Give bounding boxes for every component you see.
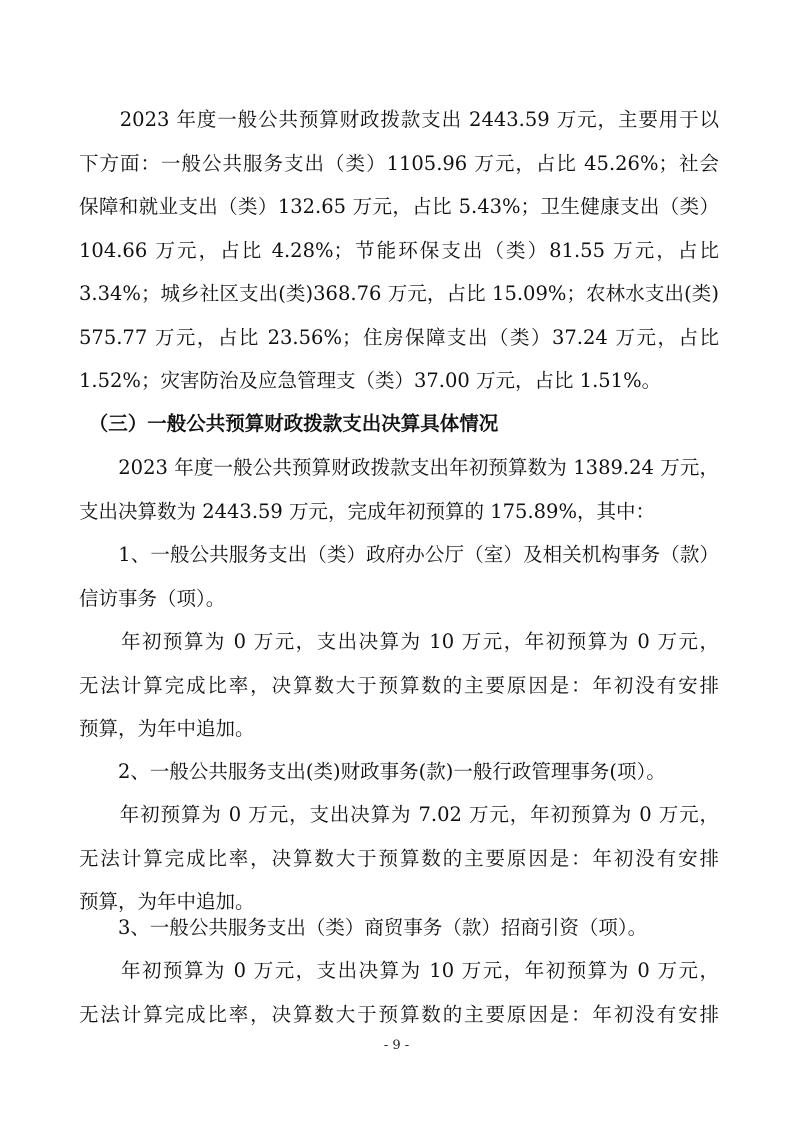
text-line: 信访事务（项）。 [79, 586, 226, 610]
item-1-body [79, 620, 719, 751]
text-line: 无法计算完成比率，决算数大于预算数的主要原因是：年初没有安排 [79, 846, 719, 870]
text-line: 无法计算完成比率，决算数大于预算数的主要原因是：年初没有安排 [79, 673, 719, 697]
text-line: 年初预算为 0 万元，支出决算为 10 万元，年初预算为 0 万元， [79, 959, 719, 982]
text-line: 年初预算为 0 万元，支出决算为 7.02 万元，年初预算为 0 万元， [79, 803, 719, 826]
text-line: 2023 年度一般公共预算财政拨款支出年初预算数为 1389.24 万元， [79, 456, 719, 479]
item-1-title [79, 533, 719, 620]
text-line: 2、一般公共服务支出(类)财政事务(款)一般行政管理事务(项）。 [79, 760, 666, 783]
text-line: 无法计算完成比率，决算数大于预算数的主要原因是：年初没有安排 [79, 1002, 719, 1026]
text-line: 下方面：一般公共服务支出（类）1105.96 万元，占比 45.26%；社会 [79, 151, 719, 175]
paragraph-budget-overview [79, 446, 719, 533]
text-line: 3.34%；城乡社区支出(类)368.76 万元，占比 15.09%；农林水支出(类) [79, 282, 719, 305]
text-line: 575.77 万元，占比 23.56%；住房保障支出（类）37.24 万元，占比 [79, 325, 719, 349]
text-line: 年初预算为 0 万元，支出决算为 10 万元，年初预算为 0 万元， [79, 630, 719, 653]
paragraph-expenditure-summary [79, 98, 719, 403]
text-line: 1、一般公共服务支出（类）政府办公厅（室）及相关机构事务（款） [79, 543, 719, 566]
text-line: 保障和就业支出（类）132.65 万元，占比 5.43%；卫生健康支出（类） [79, 195, 719, 218]
item-2-title [79, 750, 719, 794]
text-line: 1.52%；灾害防治及应急管理支（类）37.00 万元，占比 1.51%。 [79, 369, 662, 392]
text-line: 预算，为年中追加。 [79, 717, 255, 740]
item-3-body [79, 949, 719, 1036]
text-line: 预算，为年中追加。 [79, 890, 255, 913]
item-3-title [79, 906, 719, 950]
text-line: 支出决算数为 2443.59 万元，完成年初预算的 175.89%，其中： [79, 499, 655, 523]
page-number: - 9 - [383, 1038, 410, 1053]
item-2-body [79, 793, 719, 924]
section-heading: （三）一般公共预算财政拨款支出决算具体情况 [79, 412, 499, 435]
text-line: 104.66 万元，占比 4.28%；节能环保支出（类）81.55 万元，占比 [79, 238, 719, 262]
text-line: 3、一般公共服务支出（类）商贸事务（款）招商引资（项）。 [79, 916, 648, 939]
text-line: 2023 年度一般公共预算财政拨款支出 2443.59 万元，主要用于以 [79, 108, 719, 131]
